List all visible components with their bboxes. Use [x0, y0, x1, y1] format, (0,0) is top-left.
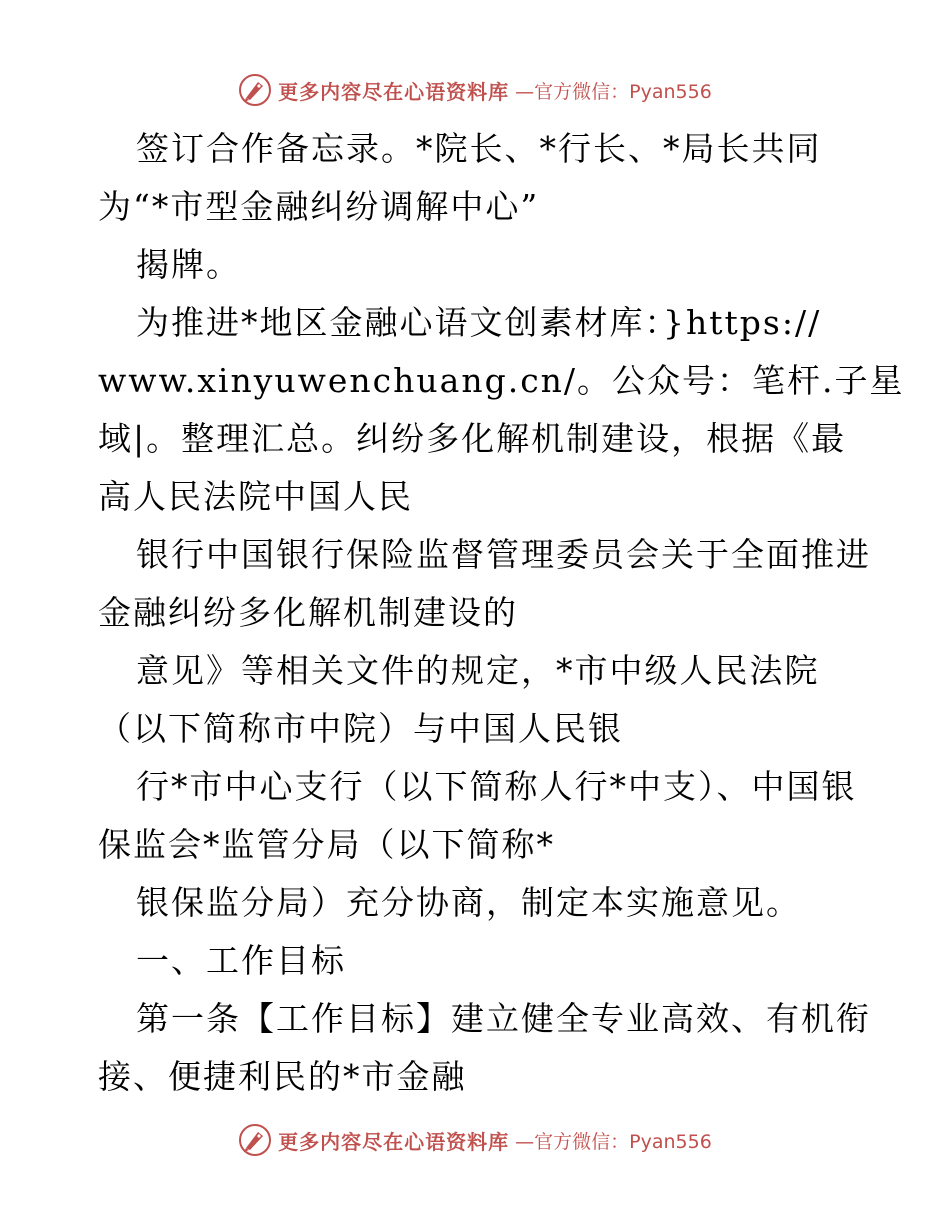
watermark-main-text: 更多内容尽在心语资料库 — [278, 1129, 510, 1154]
section-heading: 一、工作目标 — [136, 941, 346, 980]
pen-nib-logo-icon — [238, 1123, 272, 1157]
text-line: 域|。整理汇总。纠纷多化解机制建设，根据《最 — [98, 419, 847, 458]
document-body — [98, 120, 905, 1106]
watermark-banner-top — [0, 70, 950, 110]
text-line: 为推进*地区金融心语文创素材库：}https:// — [136, 303, 822, 342]
watermark-sub-text: —官方微信：Pyan556 — [515, 80, 712, 103]
watermark-main-text: 更多内容尽在心语资料库 — [278, 79, 510, 104]
text-line: 保监会*监管分局（以下简称* — [98, 825, 555, 864]
text-line: 金融纠纷多化解机制建设的 — [98, 593, 518, 632]
watermark-sub-text: —官方微信：Pyan556 — [515, 1130, 712, 1153]
text-line: 揭牌。 — [136, 245, 241, 284]
text-line: 为“*市型金融纠纷调解中心” — [98, 187, 540, 226]
text-line: 意见》等相关文件的规定，*市中级人民法院 — [136, 651, 820, 690]
text-line: （以下简称市中院）与中国人民银 — [98, 709, 623, 748]
text-line: 接、便捷利民的*市金融 — [98, 1057, 467, 1096]
text-line: 银保监分局）充分协商，制定本实施意见。 — [136, 883, 801, 922]
text-line: 行*市中心支行（以下简称人行*中支）、中国银 — [136, 767, 857, 806]
text-line: 银行中国银行保险监督管理委员会关于全面推进 — [136, 535, 871, 574]
text-line: www.xinyuwenchuang.cn/。公众号：笔杆.子星 — [98, 361, 905, 400]
watermark-banner-bottom — [0, 1120, 950, 1160]
watermark-content — [238, 73, 712, 107]
text-line: 第一条【工作目标】建立健全专业高效、有机衔 — [136, 999, 871, 1038]
text-line: 高人民法院中国人民 — [98, 477, 413, 516]
watermark-content — [238, 1123, 712, 1157]
pen-nib-logo-icon — [238, 73, 272, 107]
text-line: 签订合作备忘录。*院长、*行长、*局长共同 — [136, 129, 822, 168]
